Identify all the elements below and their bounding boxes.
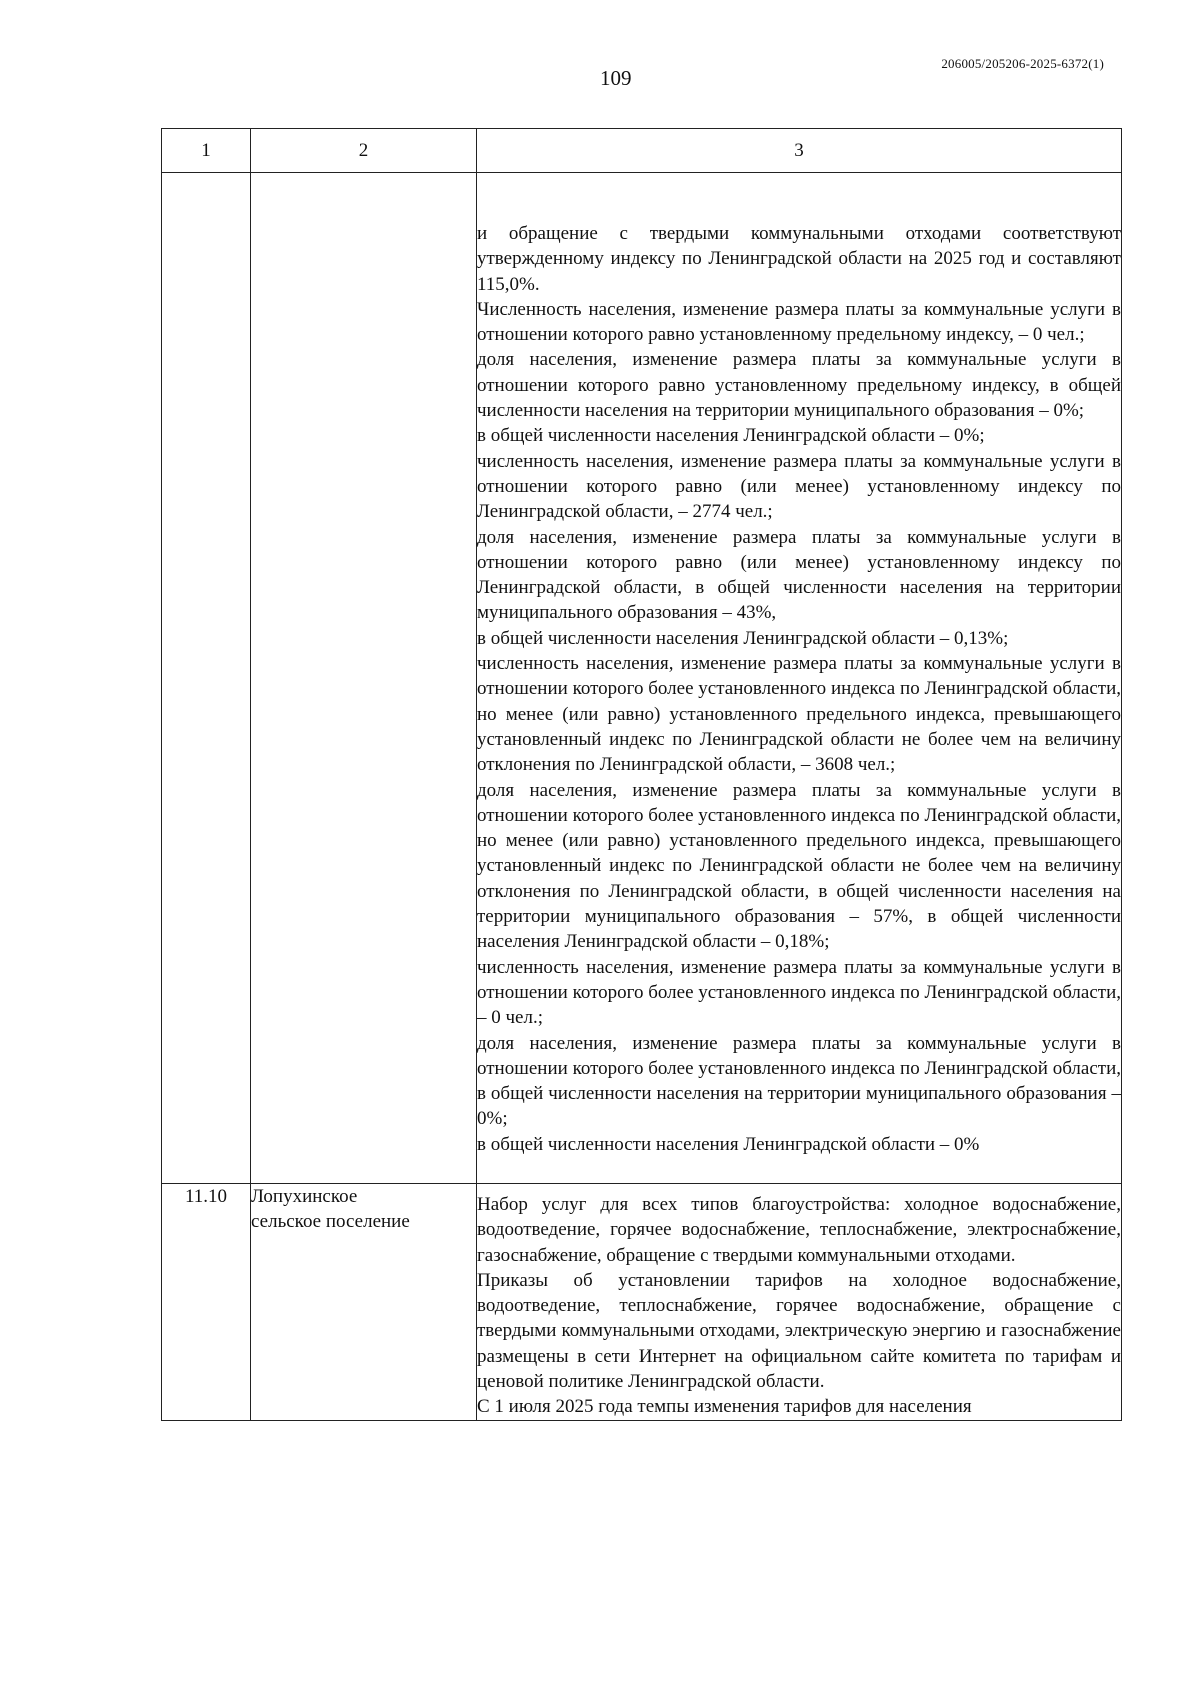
municipality-name-cell <box>251 173 477 1184</box>
page-number: 109 <box>600 66 632 90</box>
paragraph: в общей численности населения Ленинградской области – 0,13%; <box>477 627 1009 649</box>
paragraph: С 1 июля 2025 года темпы изменения тарифов для населения <box>477 1396 972 1418</box>
paragraph: Набор услуг для всех типов благоустройства: холодное водоснабжение, водоотведение, горячее водоснабжение, теплоснабжение, электроснабжение, газоснабжение, обращение с твердыми коммунальными отходами. <box>477 1193 1121 1266</box>
column-header-3: 3 <box>477 129 1122 173</box>
paragraph: в общей численности населения Ленинградской области – 0% <box>477 1133 980 1155</box>
table-header-row <box>162 129 1122 173</box>
paragraph: в общей численности населения Ленинградской области – 0%; <box>477 425 985 447</box>
paragraph: Приказы об установлении тарифов на холодное водоснабжение, водоотведение, теплоснабжение, горячее водоснабжение, обращение с твердыми коммунальными отходами, электрическую энергию и газоснабжение размещены в сети Интернет на официальном сайте комитета по тарифам и ценовой политике Ленинградской области. <box>477 1269 1121 1393</box>
paragraph: численность населения, изменение размера платы за коммунальные услуги в отношении которого более установленного индекса по Ленинградской области, – 0 чел.; <box>477 956 1121 1029</box>
paragraph: доля населения, изменение размера платы за коммунальные услуги в отношении которого более установленного индекса по Ленинградской области, в общей численности населения на территории муниципального образования – 0%; <box>477 1032 1121 1130</box>
municipality-name-line: Лопухинское <box>251 1185 358 1207</box>
paragraph: и обращение с твердыми коммунальными отходами соответствуют утвержденному индексу по Ленинградской области на 2025 год и составляют 115,0%. <box>477 223 1121 295</box>
paragraph: доля населения, изменение размера платы за коммунальные услуги в отношении которого более установленного индекса по Ленинградской области, но менее (или равно) установленного предельного индекса, превышающего установленный индекс по Ленинградской области не более чем на величину отклонения по Ленинградской области, в общей численности населения на территории муниципального образования – 57%, в общей численности населения Ленинградской области – 0,18%; <box>477 779 1121 953</box>
content-table <box>161 128 1122 1421</box>
paragraph: доля населения, изменение размера платы за коммунальные услуги в отношении которого равно установленному предельному индексу, в общей численности населения на территории муниципального образования – 0%; <box>477 349 1121 422</box>
paragraph: численность населения, изменение размера платы за коммунальные услуги в отношении которого более установленного индекса по Ленинградской области, но менее (или равно) установленного предельного индекса, превышающего установленный индекс по Ленинградской области не более чем на величину отклонения по Ленинградской области, – 3608 чел.; <box>477 653 1121 776</box>
table-row <box>162 173 1122 1184</box>
description-cell <box>477 173 1122 1184</box>
table-row <box>162 1183 1122 1420</box>
row-number-cell: 11.10 <box>162 1183 251 1420</box>
document-id: 206005/205206-2025-6372(1) <box>941 56 1104 71</box>
municipality-name-cell <box>251 1183 477 1420</box>
paragraph: численность населения, изменение размера платы за коммунальные услуги в отношении которого равно (или менее) установленному индексу по Ленинградской области, – 2774 чел.; <box>477 450 1121 523</box>
municipality-name-line: сельское поселение <box>251 1210 410 1232</box>
paragraph: Численность населения, изменение размера платы за коммунальные услуги в отношении которого равно установленному предельному индексу, – 0 чел.; <box>477 298 1121 346</box>
column-header-1: 1 <box>162 129 251 173</box>
description-cell <box>477 1183 1122 1420</box>
column-header-2: 2 <box>251 129 477 173</box>
row-number-cell <box>162 173 251 1184</box>
paragraph: доля населения, изменение размера платы за коммунальные услуги в отношении которого равно (или менее) установленному индексу по Ленинградской области, в общей численности населения на территории муниципального образования – 43%, <box>477 526 1121 624</box>
